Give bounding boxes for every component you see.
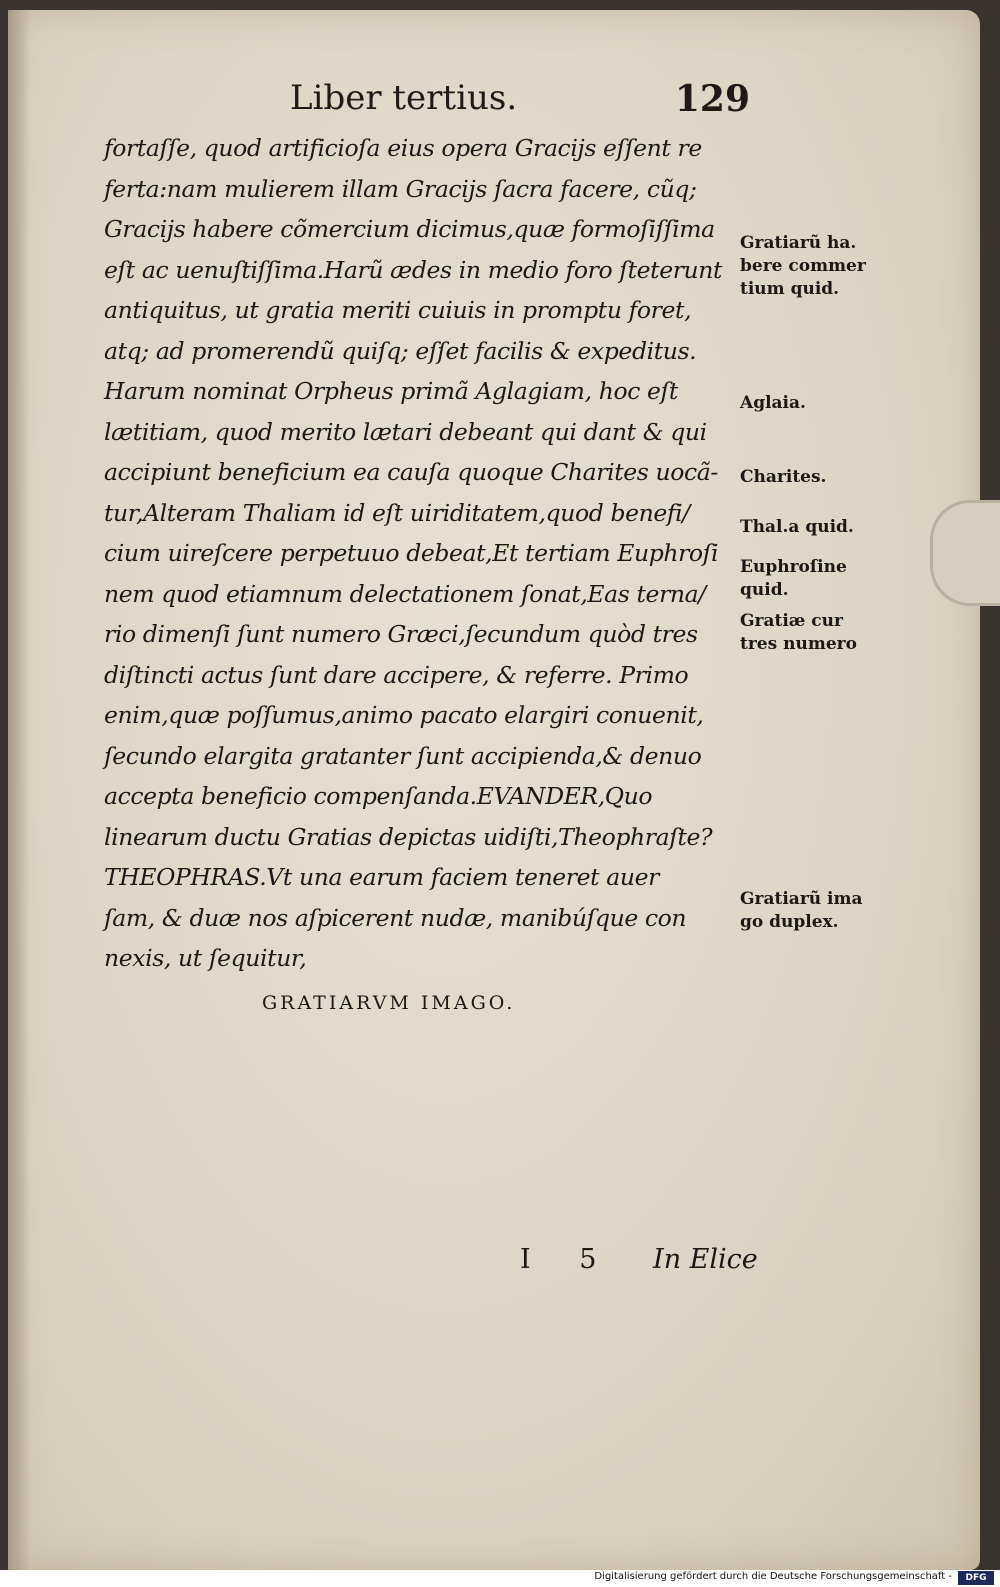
marginal-note-line: go duplex. [740,912,839,932]
marginal-note-imago-duplex [740,888,863,934]
text-line: nem quod etiamnum delectationem ſonat,Eas terna/ [104,579,706,608]
marginal-note-line: bere commer [740,256,866,276]
marginal-note-thalia [740,516,854,539]
marginal-note-line: Gratiarũ ima [740,889,863,909]
marginal-note-line: Gratiæ cur [740,611,843,631]
footer-bar [0,1570,1000,1587]
marginal-note-aglaia [740,392,806,415]
catchword: In Elice [653,1244,758,1275]
marginal-note-line: Aglaia. [740,393,806,413]
marginal-note-line: tium quid. [740,279,840,299]
text-line: tur,Alteram Thaliam id eſt uiriditatem,quod benefi/ [104,498,690,527]
marginal-note-line: Euphroſine [740,557,847,577]
text-line: rio dimenſi ſunt numero Græci,ſecundum quòd tres [104,620,698,648]
running-title: Liber tertius. [290,78,518,118]
text-line: eſt ac uenuſtiſſima.Harũ ædes in medio foro ſteterunt [104,255,723,284]
text-line: fortaſſe, quod artificioſa eius opera Gracijs eſſent re [104,134,702,162]
text-line: THEOPHRAS.Vt una earum faciem teneret auer [104,863,659,891]
text-line: Harum nominat Orpheus primã Aglagiam, hoc eſt [104,377,678,405]
marginal-note-line: Gratiarũ ha. [740,233,857,253]
marginal-note-euphrosine [740,556,847,602]
text-line: nexis, ut ſequitur, [104,944,307,972]
text-line: linearum ductu Gratias depictas uidiſti,Theophraſte? [104,822,713,851]
marginal-note-tres-numero [740,610,857,656]
marginal-note-gratiarum-commercium [740,232,866,301]
text-line: cium uireſcere perpetuuo debeat,Et tertiam Euphroſi [104,539,719,567]
text-line: ſecundo elargita gratanter ſunt accipienda,& denuo [104,741,702,770]
figure-caption: GRATIARVM IMAGO. [262,992,516,1014]
dfg-logo: DFG [958,1571,994,1585]
text-line: ferta:nam mulierem illam Gracijs ſacra facere, cũq; [104,174,697,203]
marginal-note-line: quid. [740,580,789,600]
folio-number: 129 [674,78,750,120]
marginal-note-line: Charites. [740,467,827,487]
text-line: enim,quæ poſſumus,animo pacato elargiri conuenit, [104,701,704,729]
text-line: accepta beneficio compenſanda.EVANDER,Quo [104,782,653,810]
text-line: accipiunt beneficium ea cauſa quoque Charites uocã- [104,458,718,486]
marginal-note-line: Thal.a quid. [740,517,854,537]
text-line: ſam, & duæ nos aſpicerent nudæ, manibúſque con [104,903,687,932]
marginal-note-line: tres numero [740,634,857,654]
digitization-credit: Digitalisierung gefördert durch die Deutsche Forschungsgemeinschaft - [594,1571,952,1582]
text-line: lætitiam, quod merito lætari debeant qui dant & qui [104,417,707,446]
text-line: diſtincti actus ſunt dare accipere, & referre. Primo [104,660,689,689]
signature-line [520,1244,758,1275]
text-line: atq; ad promerendũ quiſq; eſſet facilis & expeditus. [104,336,697,365]
marginal-note-charites [740,466,826,489]
text-line: antiquitus, ut gratia meriti cuiuis in promptu foret, [104,296,692,324]
text-line: Gracijs habere cõmercium dicimus,quæ formoſiſſima [104,215,715,243]
signature-mark: I 5 [520,1244,617,1275]
